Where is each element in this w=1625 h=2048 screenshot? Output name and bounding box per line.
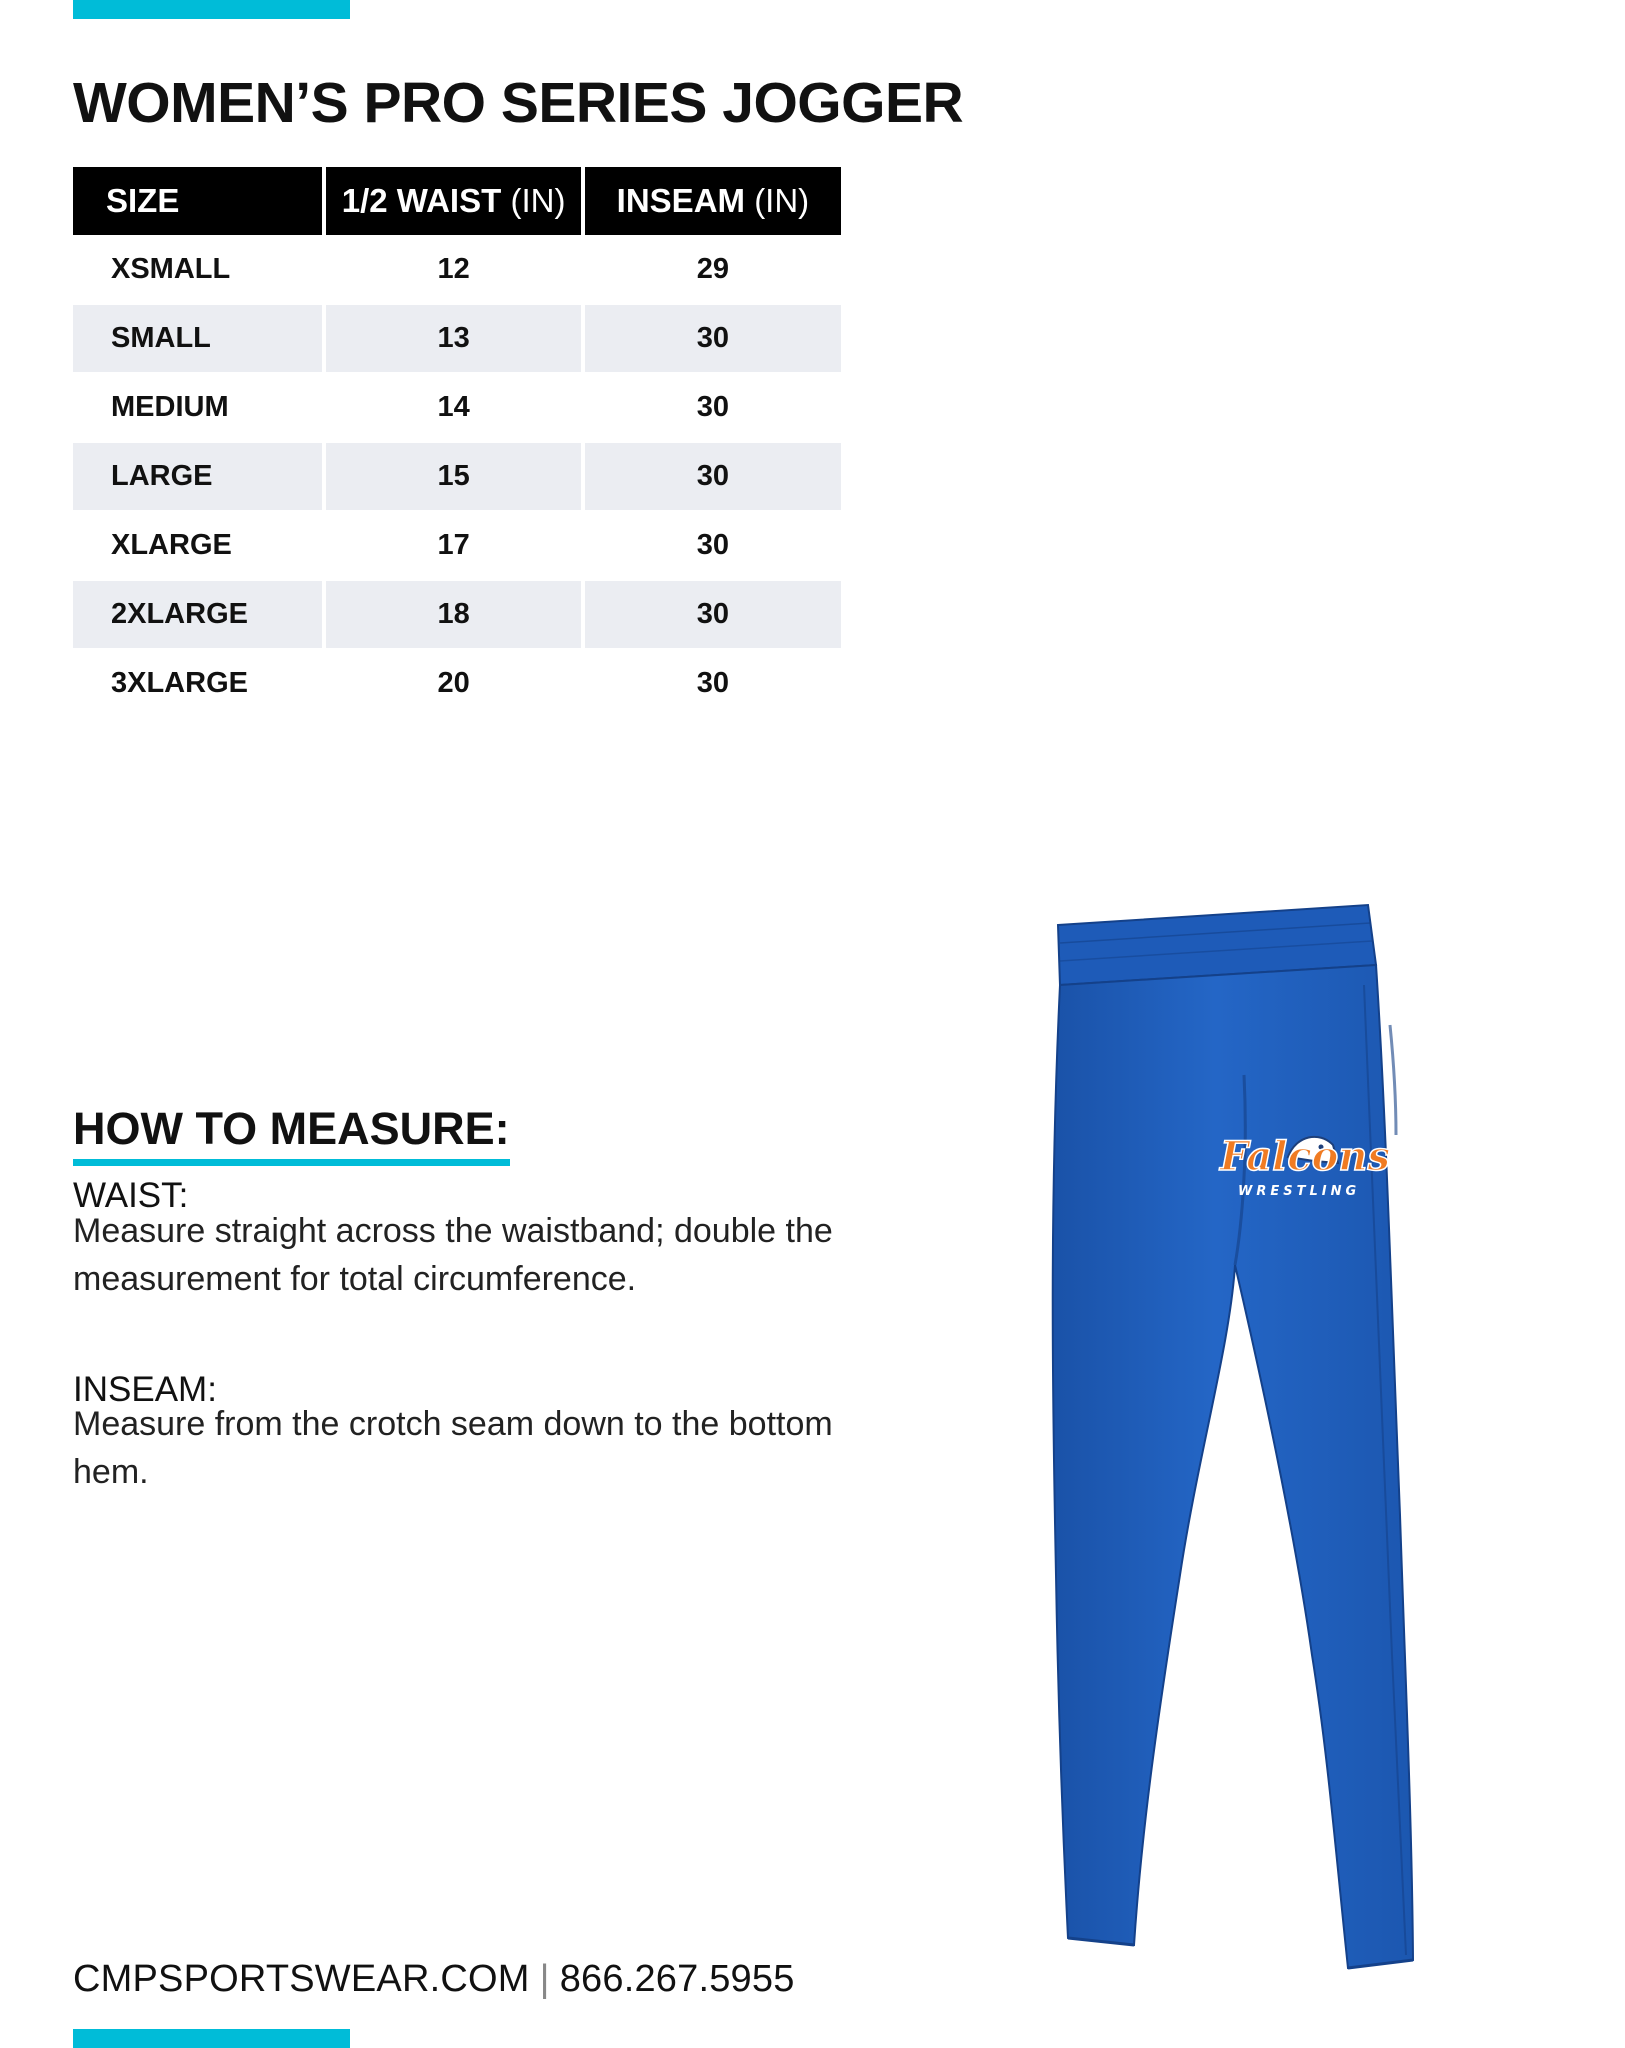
- cell-waist: 12: [326, 235, 581, 304]
- cell-size: MEDIUM: [73, 373, 322, 442]
- logo-script-text: Falcons: [1220, 1133, 1390, 1180]
- cell-waist: 18: [326, 580, 581, 649]
- page-title: WOMEN’S PRO SERIES JOGGER: [73, 71, 964, 135]
- table-row: [73, 580, 841, 649]
- jogger-product-image: [1030, 895, 1450, 1980]
- table-row: [73, 511, 841, 580]
- cell-inseam: 30: [585, 442, 841, 511]
- cell-size: LARGE: [73, 442, 322, 511]
- cell-size: 3XLARGE: [73, 649, 322, 718]
- cell-size: XSMALL: [73, 235, 322, 304]
- table-row: [73, 235, 841, 304]
- table-row: [73, 649, 841, 718]
- cell-waist: 13: [326, 304, 581, 373]
- how-to-measure-heading: HOW TO MEASURE:: [73, 1103, 510, 1166]
- waist-label: WAIST:: [73, 1176, 189, 1215]
- cell-inseam: 29: [585, 235, 841, 304]
- cell-waist: 20: [326, 649, 581, 718]
- logo-subtext: WRESTLING: [1238, 1184, 1361, 1199]
- cell-inseam: 30: [585, 580, 841, 649]
- inseam-label: INSEAM:: [73, 1370, 217, 1409]
- bottom-accent-bar: [73, 2029, 350, 2048]
- cell-size: 2XLARGE: [73, 580, 322, 649]
- cell-inseam: 30: [585, 304, 841, 373]
- header-inseam: INSEAM (IN): [585, 167, 841, 235]
- size-chart-table: [69, 167, 845, 718]
- cell-waist: 17: [326, 511, 581, 580]
- header-size: SIZE: [73, 167, 322, 235]
- cell-inseam: 30: [585, 511, 841, 580]
- cell-inseam: 30: [585, 373, 841, 442]
- footer-contact: [73, 1958, 795, 2001]
- cell-size: SMALL: [73, 304, 322, 373]
- top-accent-bar: [73, 0, 350, 19]
- table-row: [73, 442, 841, 511]
- footer-separator: |: [539, 1958, 550, 2000]
- footer-website: CMPSPORTSWEAR.COM: [73, 1958, 530, 2000]
- footer-phone: 866.267.5955: [559, 1958, 795, 2000]
- cell-inseam: 30: [585, 649, 841, 718]
- table-header-row: [73, 167, 841, 235]
- table-row: [73, 373, 841, 442]
- header-waist: 1/2 WAIST (IN): [326, 167, 581, 235]
- cell-waist: 14: [326, 373, 581, 442]
- cell-waist: 15: [326, 442, 581, 511]
- waist-instructions: Measure straight across the waistband; double the measurement for total circumference.: [73, 1212, 833, 1298]
- cell-size: XLARGE: [73, 511, 322, 580]
- inseam-instructions: Measure from the crotch seam down to the bottom hem.: [73, 1405, 833, 1491]
- table-row: [73, 304, 841, 373]
